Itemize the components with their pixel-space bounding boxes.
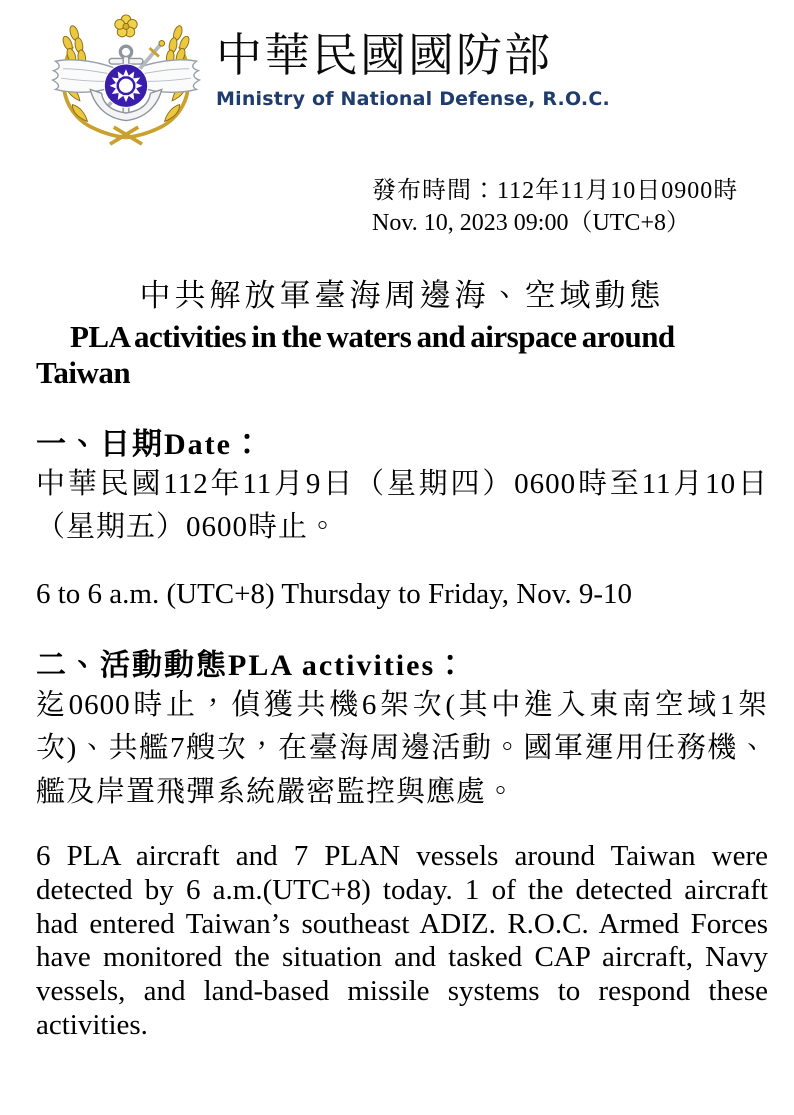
section-activities-body-en: 6 PLA aircraft and 7 PLAN vessels around Taiwan were detected by 6 a.m.(UTC+8) today. 1 of the detected aircraft had entered Taiwan’s southeast ADIZ. R.O.C. Armed Forces have monitored the situation and tasked CAP aircraft, Navy vessels, and land-based missile systems to respond these activities. [36, 840, 768, 1041]
document-title [0, 270, 794, 391]
section-activities-body-zh: 迄0600時止，偵獲共機6架次(其中進入東南空域1架次)、共艦7艘次，在臺海周邊活動。國軍運用任務機、艦及岸置飛彈系統嚴密監控與應處。 [36, 688, 768, 808]
document-title-zh: 中共解放軍臺海周邊海、空域動態 [139, 277, 665, 313]
sun-emblem-icon [104, 64, 147, 107]
section-date-body-en: 6 to 6 a.m. (UTC+8) Thursday to Friday, Nov. 9-10 [36, 577, 633, 610]
mnd-emblem-logo [46, 14, 206, 153]
section-date-heading: 一、日期Date： [36, 427, 264, 461]
section-activities-heading: 二、活動動態PLA activities： [36, 648, 468, 682]
plum-blossom-icon [115, 15, 137, 37]
document-title-en: PLA activities in the waters and airspace around Taiwan [36, 318, 675, 390]
release-time-zh: 發布時間：112年11月10日0900時 [372, 178, 739, 204]
section-activities [36, 640, 768, 1042]
document-body [0, 419, 794, 1043]
letterhead [0, 0, 794, 153]
release-time-block [372, 175, 768, 240]
section-date-body-zh: 中華民國112年11月9日（星期四）0600時至11月10日（星期五）0600時止。 [36, 467, 768, 544]
section-date [36, 419, 768, 612]
roc-mnd-emblem-icon [46, 14, 206, 148]
org-name-zh: 中華民國國防部 [216, 30, 552, 81]
release-time-en: Nov. 10, 2023 09:00（UTC+8） [372, 210, 690, 237]
org-name-en: Ministry of National Defense, R.O.C. [216, 87, 610, 110]
org-name-block [216, 30, 610, 110]
